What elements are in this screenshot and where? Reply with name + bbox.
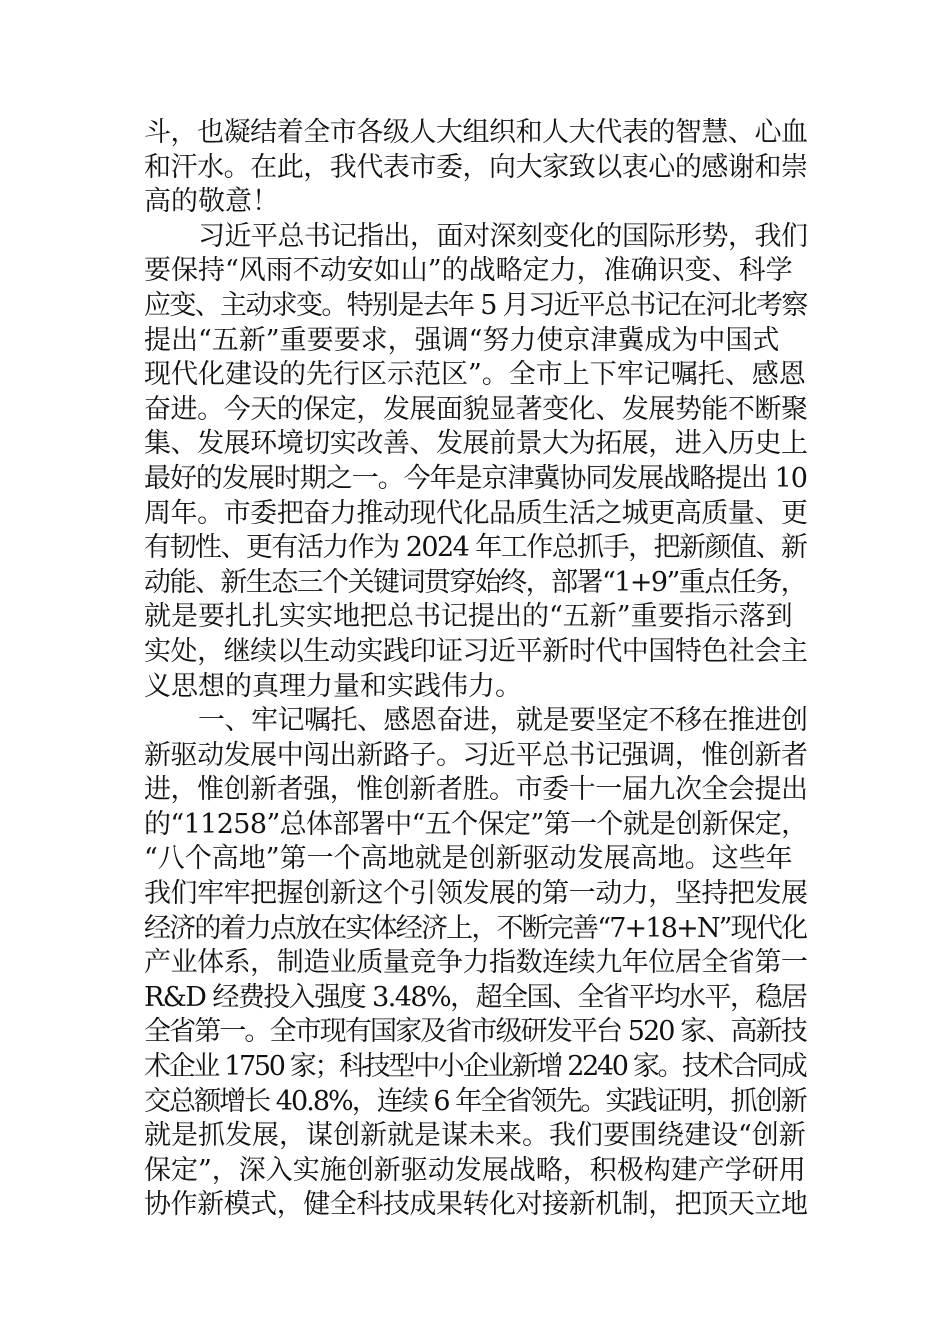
paragraph-line: 高的敬意！ xyxy=(144,186,279,218)
paragraph-line: 交总额增长 40.8%，连续 6 年全省领先。实践证明，抓创新 xyxy=(144,1085,806,1117)
paragraph-line: 最好的发展时期之一。今年是京津冀协同发展战略提出 10 xyxy=(144,462,807,494)
paragraph-line: 实处，继续以生动实践印证习近平新时代中国特色社会主 xyxy=(144,635,808,667)
paragraph-line: 周年。市委把奋力推动现代化品质生活之城更高质量、更 xyxy=(144,497,808,529)
paragraph-line: R&D 经费投入强度 3.48%，超全国、全省平均水平，稳居 xyxy=(144,981,807,1013)
paragraph-line: 要保持“风雨不动安如山”的战略定力，准确识变、科学 xyxy=(144,255,793,287)
paragraph-line: 现代化建设的先行区示范区”。全市上下牢记嘱托、感恩 xyxy=(144,359,806,391)
paragraph-line: 奋进。今天的保定，发展面貌显著变化、发展势能不断聚 xyxy=(144,393,808,425)
paragraph-line: 提出“五新”重要要求，强调“努力使京津冀成为中国式 xyxy=(144,324,780,356)
paragraph-line: 新驱动发展中闯出新路子。习近平总书记强调，惟创新者 xyxy=(144,739,808,771)
paragraph-line: 术企业 1750 家；科技型中小企业新增 2240 家。技术合同成 xyxy=(144,1051,806,1083)
paragraph-line: 经济的着力点放在实体经济上，不断完善“7+18+N”现代化 xyxy=(144,912,807,944)
paragraph xyxy=(144,220,808,704)
paragraph-line: 应变、主动求变。特别是去年 5 月习近平总书记在河北考察 xyxy=(144,289,807,321)
paragraph-line: 产业体系，制造业质量竞争力指数连续九年位居全省第一 xyxy=(144,947,808,979)
paragraph-line: 动能、新生态三个关键词贯穿始终，部署“1+9”重点任务， xyxy=(144,566,807,598)
paragraph xyxy=(144,116,808,220)
document-body xyxy=(144,116,808,1223)
paragraph-line: 就是抓发展，谋创新就是谋未来。我们要围绕建设“创新 xyxy=(144,1120,806,1152)
paragraph-line: 一、牢记嘱托、感恩奋进，就是要坚定不移在推进创 xyxy=(198,705,808,737)
paragraph-line: 进，惟创新者强，惟创新者胜。市委十一届九次全会提出 xyxy=(144,774,808,806)
paragraph-line: “八个高地”第一个高地就是创新驱动发展高地。这些年 xyxy=(144,843,793,875)
paragraph-line: 我们牢牢把握创新这个引领发展的第一动力，坚持把发展 xyxy=(144,878,808,910)
paragraph-line: 集、发展环境切实改善、发展前景大为拓展，进入历史上 xyxy=(144,428,808,460)
paragraph-line: 的“11258”总体部署中“五个保定”第一个就是创新保定， xyxy=(144,808,808,840)
paragraph-line: 就是要扎扎实实地把总书记提出的“五新”重要指示落到 xyxy=(144,601,793,633)
paragraph-line: 全省第一。全市现有国家及省市级研发平台 520 家、高新技 xyxy=(144,1016,806,1048)
paragraph-line: 和汗水。在此，我代表市委，向大家致以衷心的感谢和崇 xyxy=(144,151,808,183)
paragraph-line: 义思想的真理力量和实践伟力。 xyxy=(144,670,522,702)
paragraph-line: 斗，也凝结着全市各级人大组织和人大代表的智慧、心血 xyxy=(144,117,808,148)
paragraph-line: 保定”，深入实施创新驱动发展战略，积极构建产学研用 xyxy=(144,1154,806,1186)
paragraph-line: 习近平总书记指出，面对深刻变化的国际形势，我们 xyxy=(198,220,808,252)
paragraph-line: 协作新模式，健全科技成果转化对接新机制，把顶天立地 xyxy=(144,1189,808,1221)
paragraph-line: 有韧性、更有活力作为 2024 年工作总抓手，把新颜值、新 xyxy=(144,532,807,564)
paragraph xyxy=(144,704,808,1223)
